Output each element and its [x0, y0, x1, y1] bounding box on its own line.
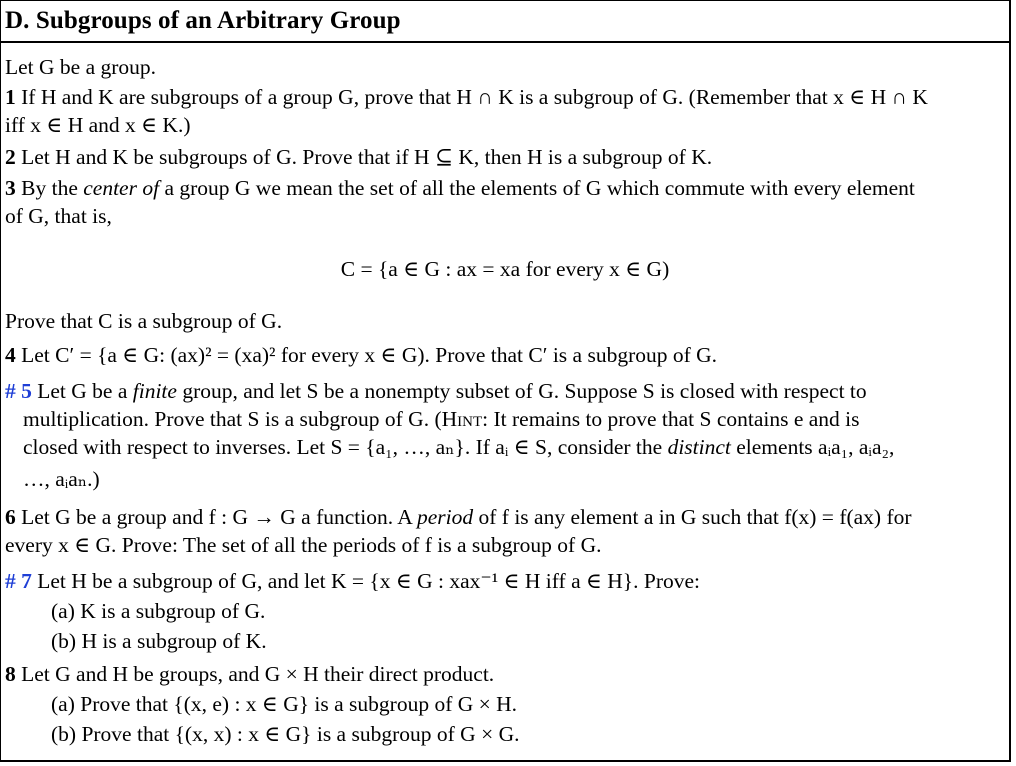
exercise-5-emphasis-2: distinct [667, 435, 731, 459]
exercise-8-part-b: (b) Prove that {(x, x) : x ∈ G} is a subgroup of G × G. [51, 722, 520, 746]
exercise-2-text-1: Let H and K be subgroups of G. Prove that if H ⊆ K, then H is a subgroup of K. [21, 145, 713, 169]
exercise-5-line-1 [5, 377, 867, 405]
exercise-4-text-1: Let C′ = {a ∈ G: (ax)² = (xa)² for every x ∈ G). Prove that C′ is a subgroup of G. [21, 343, 718, 367]
exercise-5-text-3b: elements aᵢa₁, aᵢa₂, [736, 435, 895, 459]
exercise-3-line-3: Prove that C is a subgroup of G. [5, 309, 283, 333]
exercise-5-line-3 [23, 433, 894, 461]
exercise-3-emphasis: center of [83, 176, 160, 200]
exercise-5-emphasis: finite [132, 379, 177, 403]
exercise-6-emphasis: period [417, 505, 474, 529]
exercise-8-number: 8 [5, 662, 16, 686]
exercise-2-line-1 [5, 143, 712, 171]
exercise-5-text-b: group, and let S be a nonempty subset of G. Suppose S is closed with respect to [182, 379, 867, 403]
exercise-7-hash: # [5, 569, 16, 593]
exercise-5-hash: # [5, 379, 16, 403]
exercise-5-text-2a: multiplication. Prove that S is a subgroup of G. ( [23, 407, 442, 431]
exercise-6-number: 6 [5, 505, 16, 529]
exercise-6-line-2: every x ∈ G. Prove: The set of all the periods of f is a subgroup of G. [5, 533, 602, 557]
exercise-5-text-2b: : It remains to prove that S contains e and is [482, 407, 860, 431]
intro-line: Let G be a group. [5, 55, 157, 79]
exercise-6-line-1 [5, 503, 912, 531]
exercise-3-text-b: a group G we mean the set of all the elements of G which commute with every element [164, 176, 915, 200]
exercise-8-line-1 [5, 660, 494, 688]
exercise-1-line-2: iff x ∈ H and x ∈ K.) [5, 113, 191, 137]
exercise-7-number: 7 [21, 569, 32, 593]
exercise-2-number: 2 [5, 145, 16, 169]
exercise-4-number: 4 [5, 343, 16, 367]
exercise-3-line-2: of G, that is, [5, 204, 112, 228]
exercise-7-part-a: (a) K is a subgroup of G. [51, 599, 266, 623]
exercise-7-text-1: Let H be a subgroup of G, and let K = {x ∈ G : xax⁻¹ ∈ H iff a ∈ H}. Prove: [37, 569, 701, 593]
exercise-5-number: 5 [21, 379, 32, 403]
exercise-6-text-a: Let G be a group and f : G → G a function. A [21, 505, 412, 529]
exercise-7-line-1 [5, 567, 700, 595]
title-bar [1, 1, 1009, 43]
exercise-1-number: 1 [5, 85, 16, 109]
exercise-5-text-a: Let G be a [37, 379, 128, 403]
center-formula: C = {a ∈ G : ax = xa for every x ∈ G) [340, 257, 670, 281]
exercise-3-line-1 [5, 174, 915, 202]
exercise-7-part-b: (b) H is a subgroup of K. [51, 629, 267, 653]
exercise-8-text-1: Let G and H be groups, and G × H their direct product. [21, 662, 495, 686]
section-heading: D. Subgroups of an Arbitrary Group [5, 7, 401, 34]
exercise-5-line-4: …, aᵢaₙ.) [23, 467, 100, 491]
exercise-3-text-a: By the [21, 176, 78, 200]
exercise-5-line-2 [23, 405, 860, 433]
exercise-4-line-1 [5, 341, 717, 369]
exercise-5-hint-label: Hint [441, 407, 483, 431]
exercise-5-text-3a: closed with respect to inverses. Let S = {a₁, …, aₙ}. If aᵢ ∈ S, consider the [23, 435, 663, 459]
exercise-8-part-a: (a) Prove that {(x, e) : x ∈ G} is a subgroup of G × H. [51, 692, 518, 716]
exercise-3-number: 3 [5, 176, 16, 200]
exercise-6-text-b: of f is any element a in G such that f(x) = f(ax) for [478, 505, 912, 529]
exercise-1-text-1: If H and K are subgroups of a group G, prove that H ∩ K is a subgroup of G. (Remember that x ∈ H ∩ K [21, 85, 928, 109]
exercise-1-line-1 [5, 83, 928, 111]
